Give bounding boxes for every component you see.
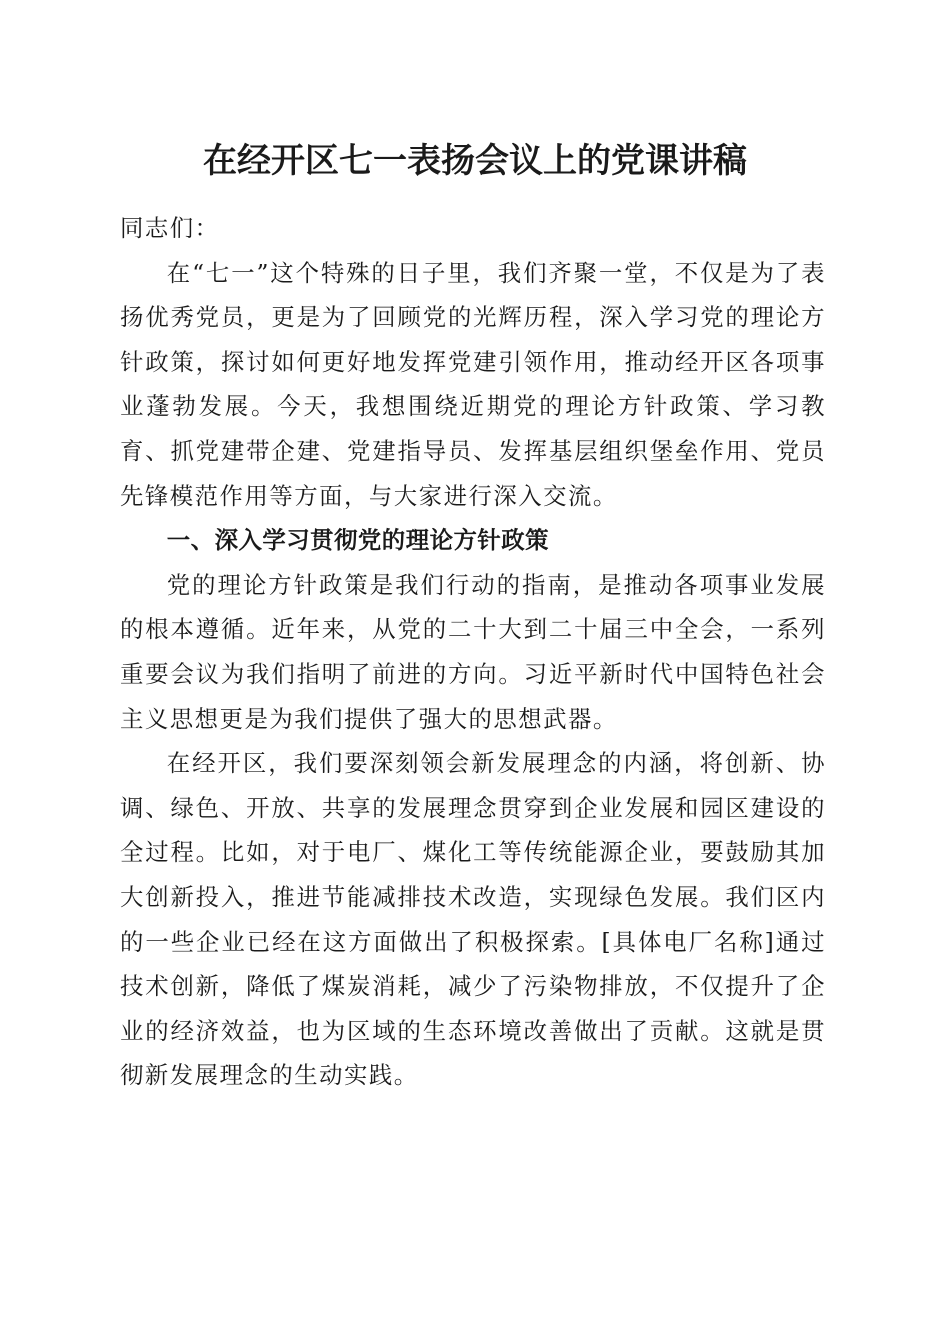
section-heading: 一、深入学习贯彻党的理论方针政策 — [166, 526, 550, 555]
intro-paragraph: 在“七一”这个特殊的日子里，我们齐聚一堂，不仅是为了表扬优秀党员，更是为了回顾党的光辉历程，深入学习党的理论方针政策，探讨如何更好地发挥党建引领作用，推动经开区各项事业蓬勃发展。今天，我想围绕近期党的理论方针政策、学习教育、抓党建带企建、党建指导员、发挥基层组织堡垒作用、党员先锋模范作用等方面，与大家进行深入交流。 — [120, 258, 826, 510]
salutation: 同志们： — [120, 214, 220, 242]
document-title: 在经开区七一表扬会议上的党课讲稿 — [203, 141, 747, 181]
section-paragraph: 党的理论方针政策是我们行动的指南，是推动各项事业发展的根本遵循。近年来，从党的二十大到二十届三中全会，一系列重要会议为我们指明了前进的方向。习近平新时代中国特色社会主义思想更是为我们提供了强大的思想武器。 — [120, 570, 826, 733]
document-body — [120, 206, 826, 1098]
section-paragraph: 在经开区，我们要深刻领会新发展理念的内涵，将创新、协调、绿色、开放、共享的发展理念贯穿到企业发展和园区建设的全过程。比如，对于电厂、煤化工等传统能源企业，要鼓励其加大创新投入，推进节能减排技术改造，实现绿色发展。我们区内的一些企业已经在这方面做出了积极探索。[具体电厂名称]通过技术创新，降低了煤炭消耗，减少了污染物排放，不仅提升了企业的经济效益，也为区域的生态环境改善做出了贡献。这就是贯彻新发展理念的生动实践。 — [120, 749, 826, 1090]
